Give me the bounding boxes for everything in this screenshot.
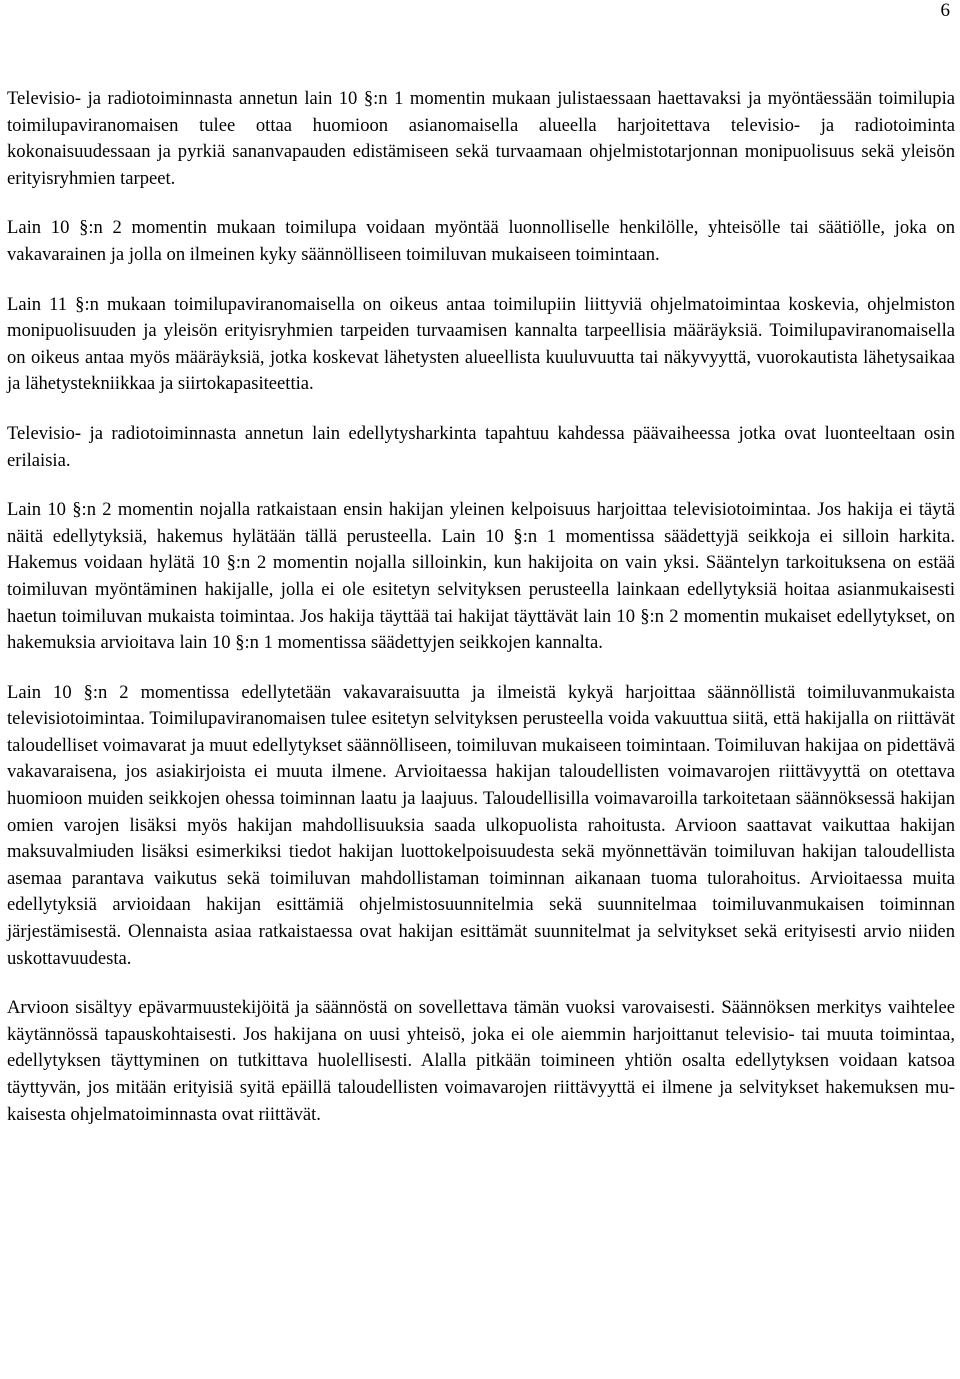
paragraph-7: Arvioon sisältyy epävarmuustekijöitä ja säännöstä on sovellettava tämän vuoksi varovaisesti. Säännöksen merkitys vaihtelee käytännössä tapauskohtaisesti. Jos hakijana on uusi yhteisö, joka ei ole aiemmin harjoittanut televisio- tai muuta toimintaa, edellytyksen täyttyminen on tutkittava huolellisesti. Alalla pitkään toimineen yhtiön osalta edellytyksen voidaan katsoa täyttyvän, jos mitään erityisiä syitä epäillä taloudellisten voimavarojen riittävyyttä ei ilmene ja selvitykset hakemuksen mukaisesta ohjelmatoiminnasta ovat riittävät. <box>7 997 955 1125</box>
paragraph-5: Lain 10 §:n 2 momentin nojalla ratkaistaan ensin hakijan yleinen kelpoisuus harjoittaa televisiotoimintaa. Jos hakija ei täytä näitä edellytyksiä, hakemus hylätään tällä perusteella. Lain 10 §:n 1 momentissa säädettyjä seikkoja ei silloin harkita. Hakemus voidaan hylätä 10 §:n 2 momentin nojalla silloinkin, kun hakijoita on vain yksi. Sääntelyn tarkoituksena on estää toimiluvan myöntäminen hakijalle, jolla ei ole esitetyn selvityksen perusteella lainkaan edellytyksiä hoitaa asianmukaisesti haetun toimiluvan mukaista toimintaa. Jos hakija täyttää tai hakijat täyttävät lain 10 §:n 2 momentin mukaiset edellytykset, on hakemuksia arvioitava lain 10 §:n 1 momentissa säädettyjen seikkojen kannalta. <box>7 499 955 654</box>
paragraph-6: Lain 10 §:n 2 momentissa edellytetään vakavaraisuutta ja ilmeistä kykyä harjoittaa säännöllistä toimiluvanmukaista televisiotoimintaa. Toimilupaviranomaisen tulee esitetyn selvityksen perusteella voida vakuuttua siitä, että hakijalla on riittävät taloudelliset voimavarat ja muut edellytykset säännölliseen, toimiluvan mukaiseen toimintaan. Toimiluvan hakijaa on pidettävä vakavaraisena, jos asiakirjoista ei muuta ilmene. Arvioitaessa hakijan taloudellisten voimavarojen riittävyyttä on otettava huomioon muiden seikkojen ohessa toiminnan laatu ja laajuus. Taloudellisilla voimavaroilla tarkoitetaan säännöksessä hakijan omien varojen lisäksi myös hakijan mahdollisuuksia saada ulkopuolista rahoitusta. Arvioon saattavat vaikuttaa hakijan maksuvalmiuden lisäksi esimerkiksi tiedot hakijan luottokelpoisuudesta sekä myönnettävän toimiluvan hakijan taloudellista asemaa parantava vaikutus sekä toimiluvan mahdollistaman toiminnan aikanaan tuoma tulorahoitus. Arvioitaessa muita edellytyksiä arvioidaan hakijan esittämiä ohjelmistosuunnitelmia sekä suunnitelmaa toimiluvanmukaisen toiminnan järjestämisestä. Olennaista asiaa ratkaistaessa ovat hakijan esittämät suunnitelmat ja selvitykset sekä erityisesti arvio niiden uskottavuudesta. <box>7 681 955 969</box>
paragraph-2: Lain 10 §:n 2 momentin mukaan toimilupa voidaan myöntää luonnolliselle henkilölle, yhteisölle tai säätiölle, joka on vakavarainen ja jolla on ilmeinen kyky säännölliseen toimiluvan mukaiseen toimintaan. <box>7 217 955 265</box>
paragraph-3: Lain 11 §:n mukaan toimilupaviranomaisella on oikeus antaa toimilupiin liittyviä ohjelmatoimintaa koskevia, ohjelmiston monipuolisuuden ja yleisön erityisryhmien tarpeiden turvaamisen kannalta tarpeellisia määräyksiä. Toimilupaviranomaisella on oikeus antaa myös määräyksiä, jotka koskevat lähetysten alueellista kuuluvuutta tai näkyvyyttä, vuorokautista lähetysaikaa ja lähetystekniikkaa ja siirtokapasiteettia. <box>7 293 955 395</box>
paragraph-4: Televisio- ja radiotoiminnasta annetun lain edellytysharkinta tapahtuu kahdessa päävaiheessa jotka ovat luonteeltaan osin erilaisia. <box>7 422 955 471</box>
document-body <box>7 86 955 1151</box>
page-number: 6 <box>940 0 950 21</box>
paragraph-1: Televisio- ja radiotoiminnasta annetun lain 10 §:n 1 momentin mukaan julistaessaan haettavaksi ja myöntäessään toimilupia toimilupaviranomaisen tulee ottaa huomioon asianomaisella alueella harjoitettava televisio- ja radiotoiminta kokonaisuudessaan ja pyrkiä sananvapauden edistämiseen sekä turvaamaan ohjelmistotarjonnan monipuolisuus sekä yleisön erityisryhmien tarpeet. <box>7 88 955 189</box>
